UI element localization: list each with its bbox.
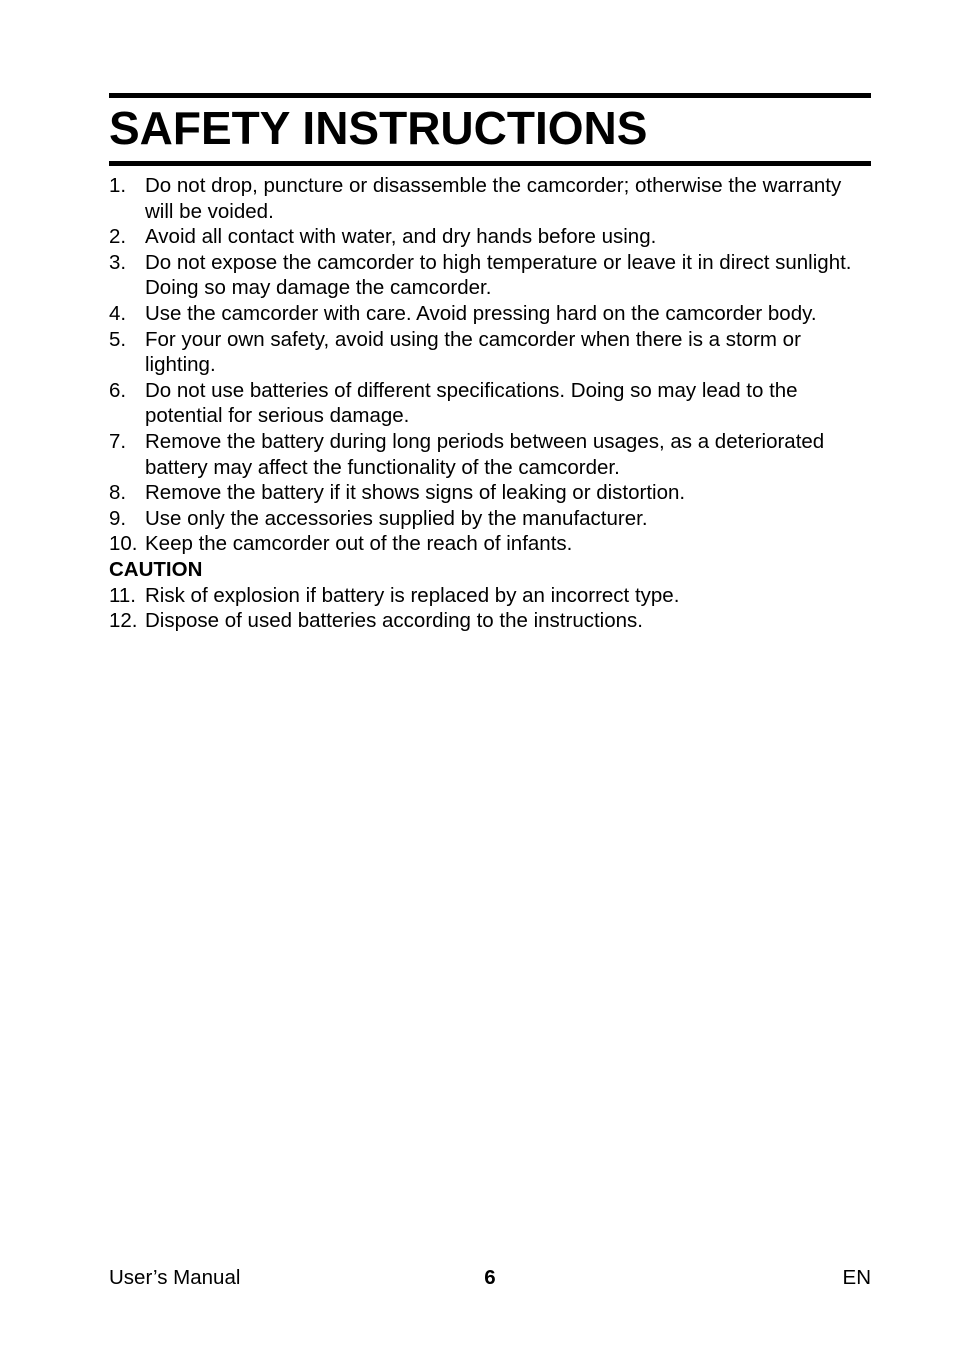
page-footer <box>109 1265 871 1291</box>
list-item <box>109 301 871 327</box>
item-number: 7. <box>109 429 127 453</box>
instructions-list <box>109 173 871 634</box>
item-number: 10. <box>109 532 138 556</box>
list-item <box>109 173 871 224</box>
list-item <box>109 583 871 609</box>
item-number: 9. <box>109 506 127 530</box>
list-item <box>109 327 871 378</box>
item-text: Use the camcorder with care. Avoid pressing hard on the camcorder body. <box>145 301 817 325</box>
item-number: 11. <box>109 583 136 607</box>
list-item <box>109 224 871 250</box>
bottom-rule <box>109 161 871 166</box>
page-header <box>109 93 871 166</box>
list-item <box>109 480 871 506</box>
list-item <box>109 608 871 634</box>
item-text: Keep the camcorder out of the reach of infants. <box>145 532 573 556</box>
list-item <box>109 429 871 480</box>
item-text: Do not expose the camcorder to high temperature or leave it in direct sunlight. Doing so may damage the camcorder. <box>145 250 852 300</box>
item-text: Risk of explosion if battery is replaced by an incorrect type. <box>145 583 680 607</box>
item-text: Avoid all contact with water, and dry hands before using. <box>145 225 657 249</box>
list-item <box>109 378 871 429</box>
item-text: Do not use batteries of different specifications. Doing so may lead to the potential for serious damage. <box>145 378 798 428</box>
list-item <box>109 250 871 301</box>
item-text: For your own safety, avoid using the camcorder when there is a storm or lighting. <box>145 327 801 377</box>
footer-manual-label: User’s Manual <box>109 1266 241 1289</box>
item-text: Do not drop, puncture or disassemble the camcorder; otherwise the warranty will be voided. <box>145 174 842 223</box>
item-number: 3. <box>109 250 127 274</box>
item-text: Dispose of used batteries according to the instructions. <box>145 609 643 633</box>
footer-language: EN <box>842 1266 871 1289</box>
item-number: 4. <box>109 301 127 325</box>
item-number: 6. <box>109 378 127 402</box>
item-number: 8. <box>109 481 127 505</box>
list-item <box>109 506 871 532</box>
item-number: 5. <box>109 327 127 351</box>
item-text: Remove the battery during long periods between usages, as a deteriorated battery may affect the functionality of the camcorder. <box>145 429 825 479</box>
item-number: 1. <box>109 174 127 197</box>
caution-heading: CAUTION <box>109 557 203 581</box>
page-title: SAFETY INSTRUCTIONS <box>109 102 648 154</box>
item-number: 12. <box>109 609 138 633</box>
list-item <box>109 531 871 557</box>
footer-page-number: 6 <box>484 1266 496 1289</box>
item-text: Use only the accessories supplied by the manufacturer. <box>145 506 648 530</box>
item-number: 2. <box>109 225 127 249</box>
item-text: Remove the battery if it shows signs of leaking or distortion. <box>145 481 686 505</box>
